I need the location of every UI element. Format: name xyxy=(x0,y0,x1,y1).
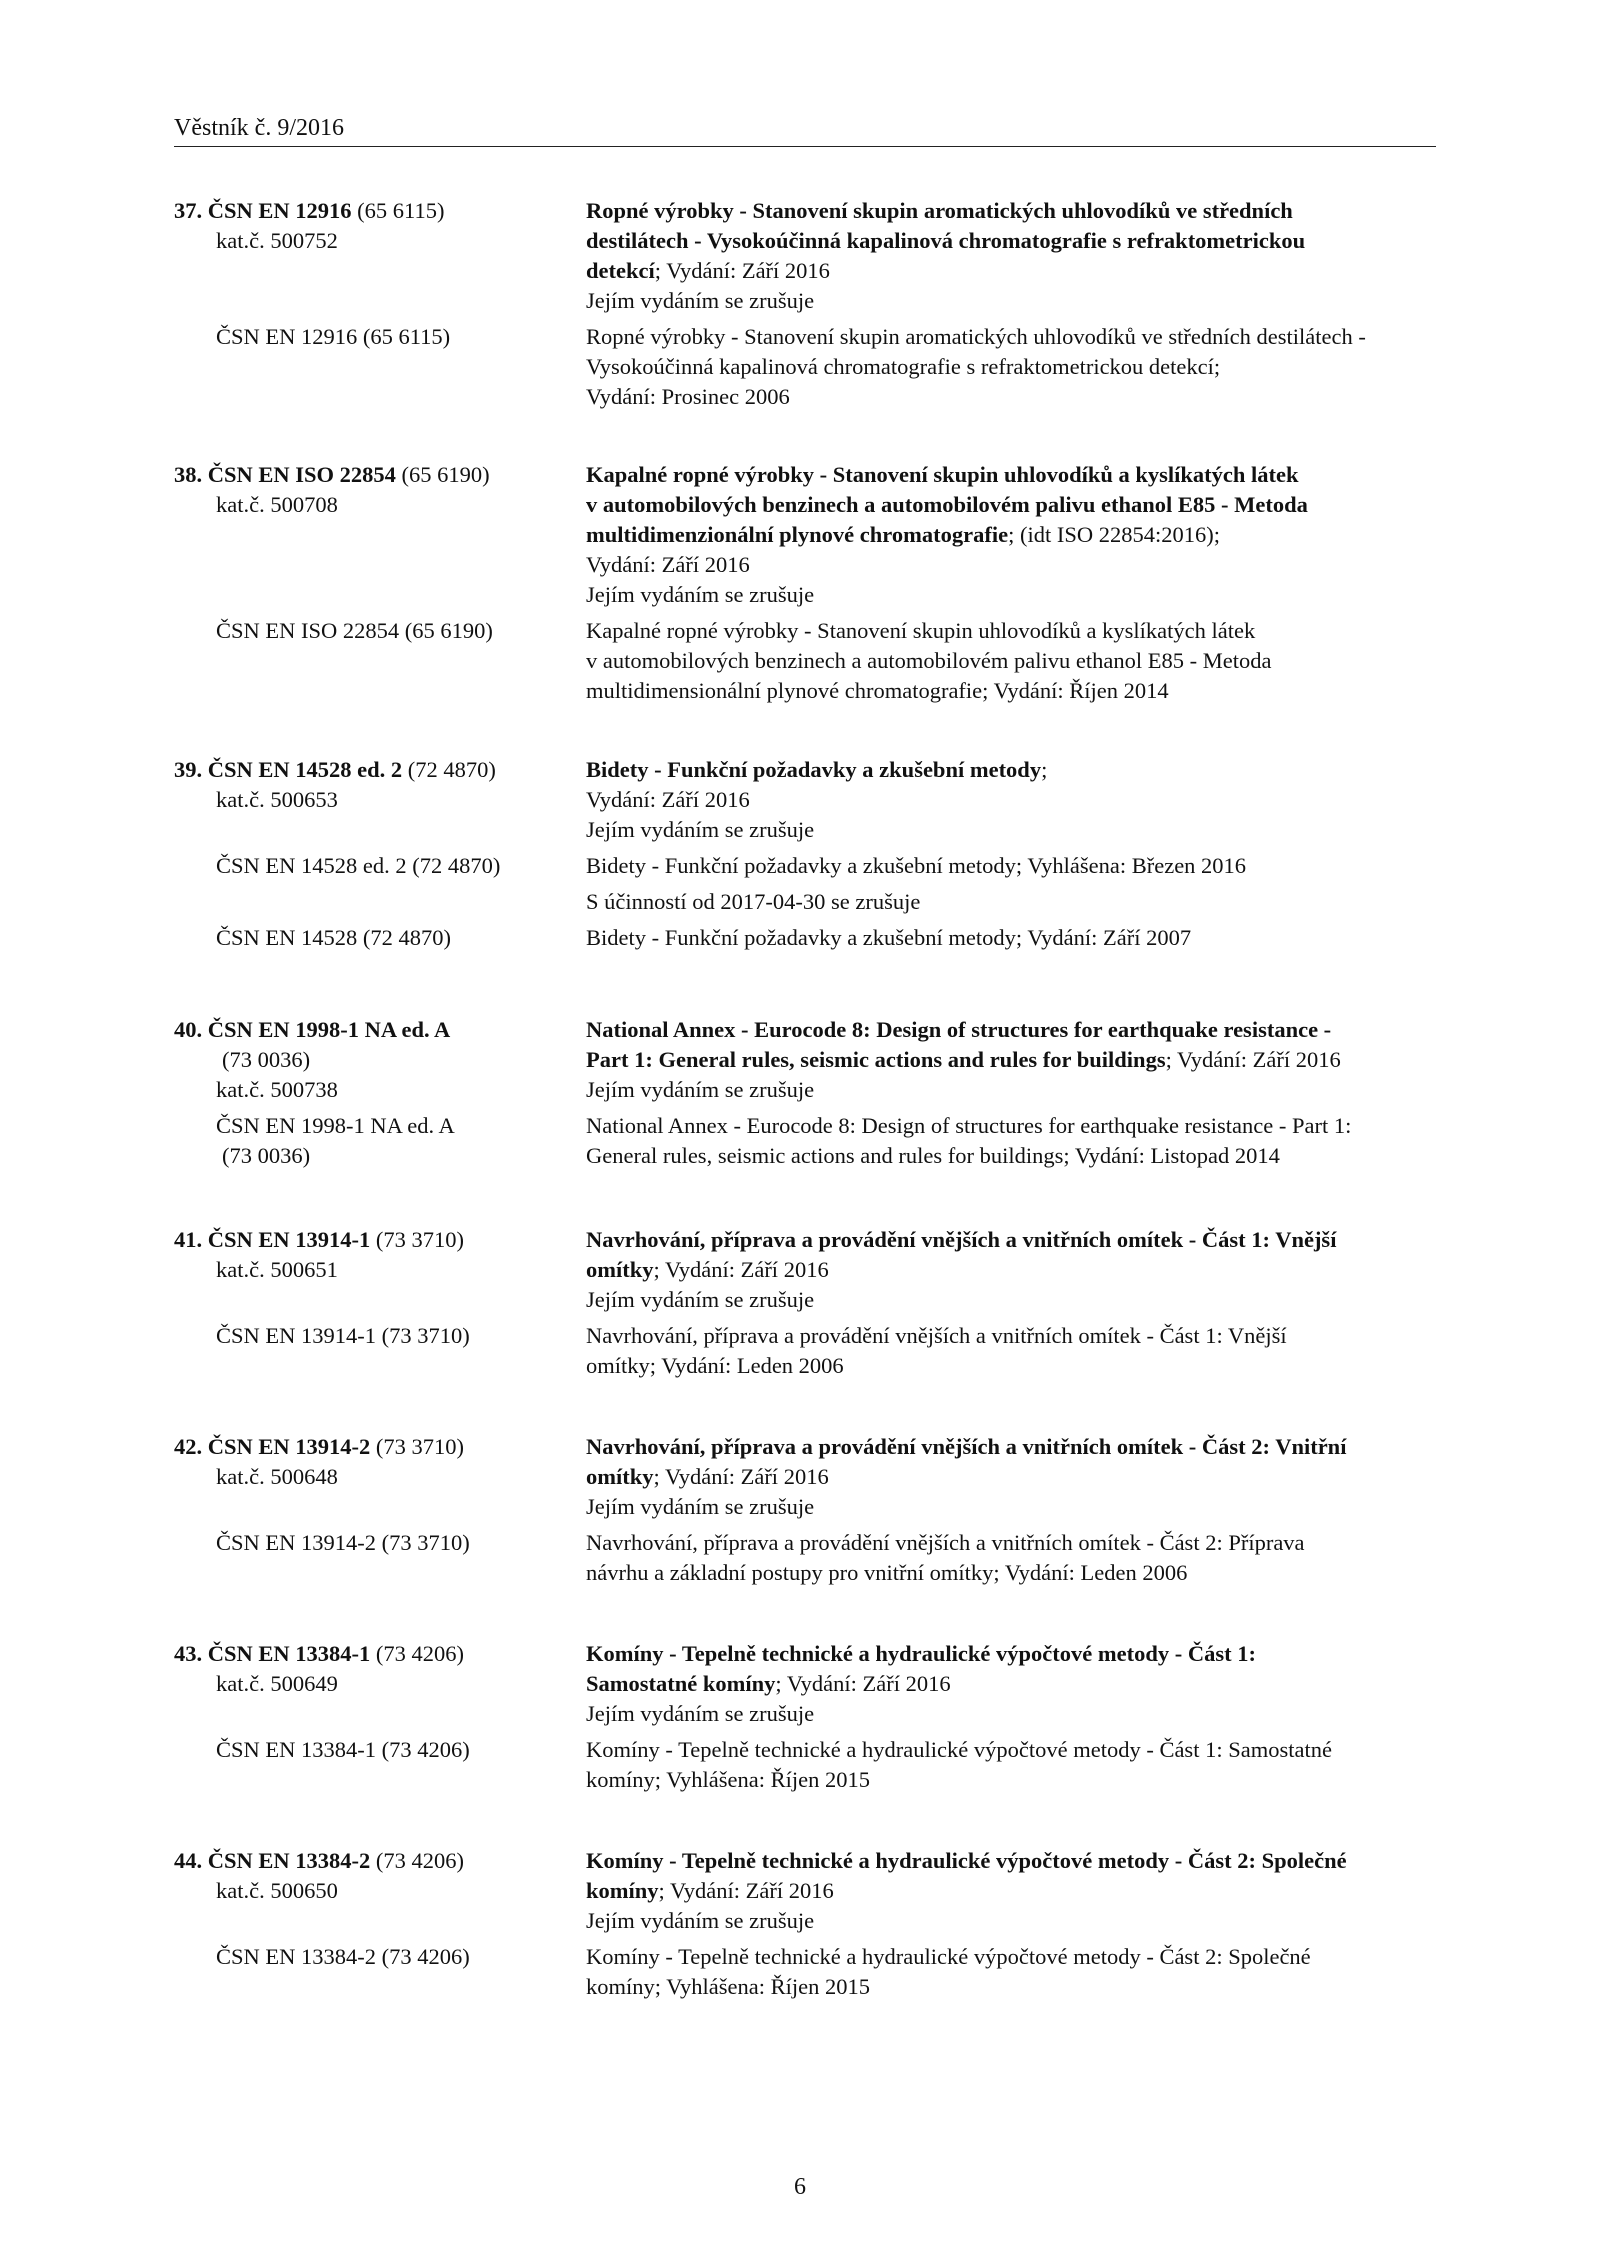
old-standard-code: ČSN EN 13914-1 (73 3710) xyxy=(216,1323,470,1348)
old-standard xyxy=(174,851,1436,917)
classification: (73 3710) xyxy=(370,1227,465,1252)
title-line: Part 1: General rules, seismic actions and rules for buildings xyxy=(586,1047,1166,1072)
issue-date: ; Vydání: Září 2016 xyxy=(653,1257,829,1282)
title-suffix: ; xyxy=(1041,757,1048,782)
entry-38 xyxy=(174,460,1436,706)
classification: (65 6190) xyxy=(395,462,490,487)
cancels-note: Jejím vydáním se zrušuje xyxy=(586,817,815,842)
text-line: Vysokoúčinná kapalinová chromatografie s refraktometrickou detekcí; xyxy=(586,354,1221,379)
classification: (73 3710) xyxy=(370,1434,465,1459)
title-line: multidimenzionální plynové chromatografie xyxy=(586,522,1009,547)
standard-code: ČSN EN 12916 xyxy=(207,198,352,223)
text-line: Vydání: Prosinec 2006 xyxy=(586,384,790,409)
classification: (72 4870) xyxy=(402,757,496,782)
title-line: Navrhování, příprava a provádění vnějších a vnitřních omítek - Část 2: Vnitřní xyxy=(586,1434,1347,1459)
new-standard-title xyxy=(586,755,1436,845)
old-standard xyxy=(174,1528,1436,1588)
entry-37 xyxy=(174,196,1436,412)
new-standard xyxy=(174,1225,1436,1315)
header-rule xyxy=(174,146,1436,147)
page-header: Věstník č. 9/2016 xyxy=(174,115,344,141)
standard-code: ČSN EN ISO 22854 xyxy=(207,462,396,487)
standard-code: ČSN EN 13914-2 xyxy=(207,1434,371,1459)
old-standard-title xyxy=(586,923,1436,953)
text-line: Kapalné ropné výrobky - Stanovení skupin uhlovodíků a kyslíkatých látek xyxy=(586,618,1256,643)
catalog-number: kat.č. 500708 xyxy=(216,492,338,517)
title-line: Samostatné komíny xyxy=(586,1671,776,1696)
new-standard-title xyxy=(586,1846,1436,1936)
title-line: omítky xyxy=(586,1257,654,1282)
old-standard-title xyxy=(586,1111,1436,1171)
classification: (73 0036) xyxy=(222,1047,311,1072)
entry-43 xyxy=(174,1639,1436,1795)
entry-40 xyxy=(174,1015,1436,1171)
classification: (73 0036) xyxy=(222,1143,311,1168)
title-line: Navrhování, příprava a provádění vnějších a vnitřních omítek - Část 1: Vnější xyxy=(586,1227,1337,1252)
text-line: General rules, seismic actions and rules for buildings; Vydání: Listopad 2014 xyxy=(586,1143,1280,1168)
cancels-note: Jejím vydáním se zrušuje xyxy=(586,582,815,607)
text-line: omítky; Vydání: Leden 2006 xyxy=(586,1353,844,1378)
issue-date: ; Vydání: Září 2016 xyxy=(775,1671,951,1696)
entry-number: 44. xyxy=(174,1848,208,1873)
issue-date: ; Vydání: Září 2016 xyxy=(653,1464,829,1489)
cancels-note: Jejím vydáním se zrušuje xyxy=(586,1077,815,1102)
new-standard xyxy=(174,460,1436,610)
catalog-number: kat.č. 500650 xyxy=(216,1878,338,1903)
standard-code: ČSN EN 13384-2 xyxy=(207,1848,371,1873)
title-line: Bidety - Funkční požadavky a zkušební metody xyxy=(586,757,1042,782)
catalog-number: kat.č. 500653 xyxy=(216,787,338,812)
new-standard-title xyxy=(586,460,1436,610)
text-line: National Annex - Eurocode 8: Design of structures for earthquake resistance - Part 1: xyxy=(586,1113,1352,1138)
entry-number: 39. xyxy=(174,757,208,782)
standard-code: ČSN EN 13914-1 xyxy=(207,1227,371,1252)
new-standard-title xyxy=(586,1225,1436,1315)
old-standard-title xyxy=(586,1735,1436,1795)
title-line: National Annex - Eurocode 8: Design of structures for earthquake resistance - xyxy=(586,1017,1332,1042)
entry-number: 42. xyxy=(174,1434,208,1459)
classification: (73 4206) xyxy=(370,1848,465,1873)
old-standard-title xyxy=(586,616,1436,706)
text-line: komíny; Vyhlášena: Říjen 2015 xyxy=(586,1767,870,1792)
old-standard-title xyxy=(586,1321,1436,1381)
old-standard-code: ČSN EN 14528 ed. 2 (72 4870) xyxy=(216,853,501,878)
old-standard-title xyxy=(586,1942,1436,2002)
issue-date: Vydání: Září 2016 xyxy=(586,787,750,812)
old-standard-code: ČSN EN ISO 22854 (65 6190) xyxy=(216,618,493,643)
new-standard xyxy=(174,1015,1436,1105)
old-standard xyxy=(174,616,1436,706)
issue-date: ; Vydání: Září 2016 xyxy=(658,1878,834,1903)
entry-number: 38. xyxy=(174,462,208,487)
standard-code: ČSN EN 1998-1 NA ed. A xyxy=(207,1017,451,1042)
old-standard-code: ČSN EN 13914-2 (73 3710) xyxy=(216,1530,470,1555)
title-line: Kapalné ropné výrobky - Stanovení skupin uhlovodíků a kyslíkatých látek xyxy=(586,462,1299,487)
catalog-number: kat.č. 500649 xyxy=(216,1671,338,1696)
catalog-number: kat.č. 500648 xyxy=(216,1464,338,1489)
old-standard-code: ČSN EN 14528 (72 4870) xyxy=(216,925,451,950)
title-line: destilátech - Vysokoúčinná kapalinová chromatografie s refraktometrickou xyxy=(586,228,1306,253)
standard-code: ČSN EN 14528 ed. 2 xyxy=(207,757,403,782)
new-standard-title xyxy=(586,1015,1436,1105)
old-standard-title xyxy=(586,322,1436,412)
old-standard xyxy=(174,923,1436,953)
new-standard xyxy=(174,1432,1436,1522)
entry-number: 40. xyxy=(174,1017,208,1042)
text-line: Navrhování, příprava a provádění vnějších a vnitřních omítek - Část 1: Vnější xyxy=(586,1323,1287,1348)
entry-number: 37. xyxy=(174,198,208,223)
text-line: Komíny - Tepelně technické a hydraulické výpočtové metody - Část 2: Společné xyxy=(586,1944,1311,1969)
new-standard xyxy=(174,1846,1436,1936)
issue-date: Vydání: Září 2016 xyxy=(586,552,750,577)
entry-42 xyxy=(174,1432,1436,1588)
cancels-note: Jejím vydáním se zrušuje xyxy=(586,1287,815,1312)
title-line: komíny xyxy=(586,1878,659,1903)
text-line: Ropné výrobky - Stanovení skupin aromatických uhlovodíků ve středních destilátech - xyxy=(586,324,1366,349)
new-standard xyxy=(174,755,1436,845)
old-standard-code: ČSN EN 12916 (65 6115) xyxy=(216,324,451,349)
catalog-number: kat.č. 500651 xyxy=(216,1257,338,1282)
text-line: Navrhování, příprava a provádění vnějších a vnitřních omítek - Část 2: Příprava xyxy=(586,1530,1305,1555)
catalog-number: kat.č. 500752 xyxy=(216,228,338,253)
title-suffix: ; (idt ISO 22854:2016); xyxy=(1008,522,1220,547)
effectivity-note: S účinností od 2017-04-30 se zrušuje xyxy=(586,889,921,914)
cancels-note: Jejím vydáním se zrušuje xyxy=(586,288,815,313)
old-standard-code: ČSN EN 1998-1 NA ed. A xyxy=(216,1113,455,1138)
issue-date: ; Vydání: Září 2016 xyxy=(654,258,830,283)
title-line: Ropné výrobky - Stanovení skupin aromatických uhlovodíků ve středních xyxy=(586,198,1293,223)
text-line: komíny; Vyhlášena: Říjen 2015 xyxy=(586,1974,870,1999)
entry-44 xyxy=(174,1846,1436,2002)
old-standard xyxy=(174,1111,1436,1171)
catalog-number: kat.č. 500738 xyxy=(216,1077,338,1102)
text-line: Bidety - Funkční požadavky a zkušební metody; Vyhlášena: Březen 2016 xyxy=(586,853,1247,878)
new-standard xyxy=(174,1639,1436,1729)
entry-number: 43. xyxy=(174,1641,208,1666)
new-standard xyxy=(174,196,1436,316)
title-line: Komíny - Tepelně technické a hydraulické výpočtové metody - Část 1: xyxy=(586,1641,1256,1666)
classification: (65 6115) xyxy=(351,198,445,223)
title-line: omítky xyxy=(586,1464,654,1489)
old-standard-code: ČSN EN 13384-2 (73 4206) xyxy=(216,1944,470,1969)
old-standard xyxy=(174,322,1436,412)
text-line: multidimensionální plynové chromatografie; Vydání: Říjen 2014 xyxy=(586,678,1169,703)
classification: (73 4206) xyxy=(370,1641,465,1666)
title-line: Komíny - Tepelně technické a hydraulické výpočtové metody - Část 2: Společné xyxy=(586,1848,1347,1873)
entry-39 xyxy=(174,755,1436,953)
new-standard-id xyxy=(174,196,584,256)
old-standard xyxy=(174,1321,1436,1381)
old-standard xyxy=(174,1942,1436,2002)
old-standard xyxy=(174,1735,1436,1795)
text-line: návrhu a základní postupy pro vnitřní omítky; Vydání: Leden 2006 xyxy=(586,1560,1188,1585)
text-line: Bidety - Funkční požadavky a zkušební metody; Vydání: Září 2007 xyxy=(586,925,1192,950)
old-standard-title xyxy=(586,1528,1436,1588)
standard-code: ČSN EN 13384-1 xyxy=(207,1641,371,1666)
title-line: v automobilových benzinech a automobilovém palivu ethanol E85 - Metoda xyxy=(586,492,1308,517)
entry-41 xyxy=(174,1225,1436,1381)
new-standard-title xyxy=(586,1432,1436,1522)
new-standard-title xyxy=(586,1639,1436,1729)
text-line: v automobilových benzinech a automobilovém palivu ethanol E85 - Metoda xyxy=(586,648,1272,673)
old-standard-title xyxy=(586,851,1436,917)
cancels-note: Jejím vydáním se zrušuje xyxy=(586,1494,815,1519)
old-standard-code: ČSN EN 13384-1 (73 4206) xyxy=(216,1737,470,1762)
cancels-note: Jejím vydáním se zrušuje xyxy=(586,1908,815,1933)
page-number: 6 xyxy=(794,2174,806,2200)
title-line: detekcí xyxy=(586,258,655,283)
entry-number: 41. xyxy=(174,1227,208,1252)
new-standard-title xyxy=(586,196,1436,316)
cancels-note: Jejím vydáním se zrušuje xyxy=(586,1701,815,1726)
text-line: Komíny - Tepelně technické a hydraulické výpočtové metody - Část 1: Samostatné xyxy=(586,1737,1332,1762)
issue-date: ; Vydání: Září 2016 xyxy=(1165,1047,1341,1072)
